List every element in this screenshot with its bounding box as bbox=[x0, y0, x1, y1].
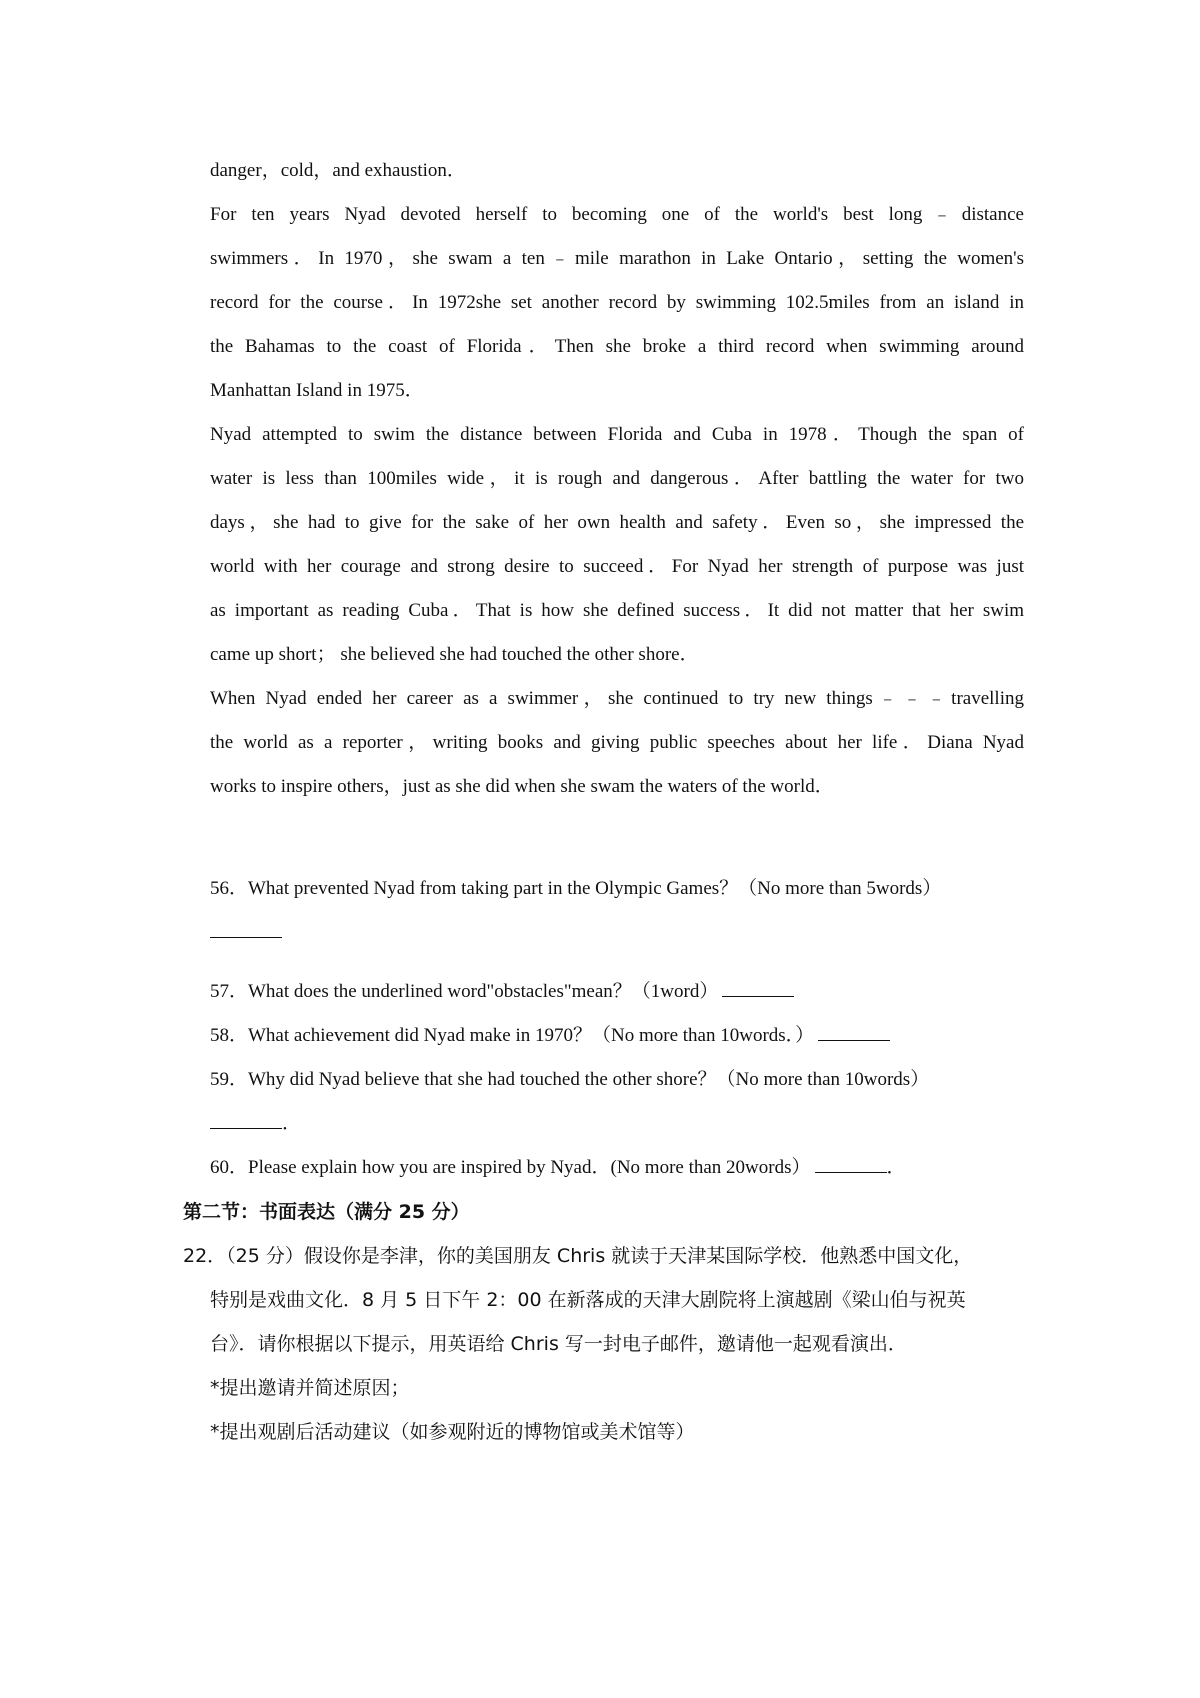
passage-line: swimmers．In 1970，she swam a ten﹣mile marathon in Lake Ontario，setting the women's bbox=[210, 248, 1024, 269]
passage-line: For ten years Nyad devoted herself to becoming one of the world's best long﹣distance bbox=[210, 204, 1024, 225]
question-59 bbox=[210, 1068, 929, 1092]
passage-line: came up short； she believed she had touched the other shore． bbox=[210, 644, 699, 665]
passage-line: world with her courage and strong desire to succeed．For Nyad her strength of purpose was just bbox=[210, 556, 1024, 577]
question-56 bbox=[210, 877, 941, 901]
answer-blank-56-line bbox=[210, 921, 282, 945]
question-text: 60．Please explain how you are inspired by Nyad．(No more than 20words） bbox=[210, 1157, 811, 1178]
answer-blank[interactable] bbox=[815, 1156, 887, 1173]
passage-line: the world as a reporter，writing books and giving public speeches about her life．Diana Nyad bbox=[210, 732, 1024, 753]
passage-line: danger，cold，and exhaustion． bbox=[210, 160, 466, 181]
passage-line: Manhattan Island in 1975． bbox=[210, 380, 424, 401]
question-end-mark: ． bbox=[886, 1157, 906, 1178]
question-text: 57．What does the underlined word"obstacles"mean？（1word） bbox=[210, 981, 719, 1002]
question-60 bbox=[210, 1156, 906, 1180]
passage-line: Nyad attempted to swim the distance between Florida and Cuba in 1978．Though the span of bbox=[210, 424, 1024, 445]
passage-line: When Nyad ended her career as a swimmer，she continued to try new things﹣﹣﹣travelling bbox=[210, 688, 1024, 709]
answer-blank[interactable] bbox=[818, 1024, 890, 1041]
passage-line: works to inspire others，just as she did when she swam the waters of the world． bbox=[210, 776, 834, 797]
passage-line: as important as reading Cuba．That is how she defined success．It did not matter that her swim bbox=[210, 600, 1024, 621]
writing-task-line: 台》．请你根据以下提示，用英语给 Chris 写一封电子邮件，邀请他一起观看演出． bbox=[210, 1333, 907, 1355]
answer-blank-59-line bbox=[210, 1112, 301, 1136]
answer-blank[interactable] bbox=[210, 1112, 282, 1129]
writing-task-line: 22．（25 分）假设你是李津，你的美国朋友 Chris 就读于天津某国际学校．他熟悉中国文化， bbox=[183, 1245, 973, 1267]
passage-line: days，she had to give for the sake of her own health and safety．Even so，she impressed the bbox=[210, 512, 1024, 533]
question-end-mark: ． bbox=[282, 1113, 302, 1134]
passage-line: record for the course．In 1972she set another record by swimming 102.5miles from an island in bbox=[210, 292, 1024, 313]
passage-line: water is less than 100miles wide，it is rough and dangerous．After battling the water for two bbox=[210, 468, 1024, 489]
answer-blank[interactable] bbox=[722, 980, 794, 997]
writing-task-bullet: *提出观剧后活动建议（如参观附近的博物馆或美术馆等） bbox=[210, 1421, 695, 1443]
question-58 bbox=[210, 1024, 890, 1048]
section-heading: 第二节：书面表达（满分 25 分） bbox=[183, 1201, 470, 1223]
question-text: 58．What achievement did Nyad make in 1970？（No more than 10words．） bbox=[210, 1025, 815, 1046]
question-text: 59．Why did Nyad believe that she had touched the other shore？（No more than 10words） bbox=[210, 1069, 930, 1090]
question-text: 56．What prevented Nyad from taking part in the Olympic Games？（No more than 5words） bbox=[210, 878, 942, 899]
question-57 bbox=[210, 980, 794, 1004]
writing-task-bullet: *提出邀请并简述原因； bbox=[210, 1377, 410, 1399]
answer-blank[interactable] bbox=[210, 921, 282, 938]
passage-line: the Bahamas to the coast of Florida．Then she broke a third record when swimming around bbox=[210, 336, 1024, 357]
writing-task-line: 特别是戏曲文化．8 月 5 日下午 2：00 在新落成的天津大剧院将上演越剧《梁山伯与祝英 bbox=[210, 1289, 966, 1311]
